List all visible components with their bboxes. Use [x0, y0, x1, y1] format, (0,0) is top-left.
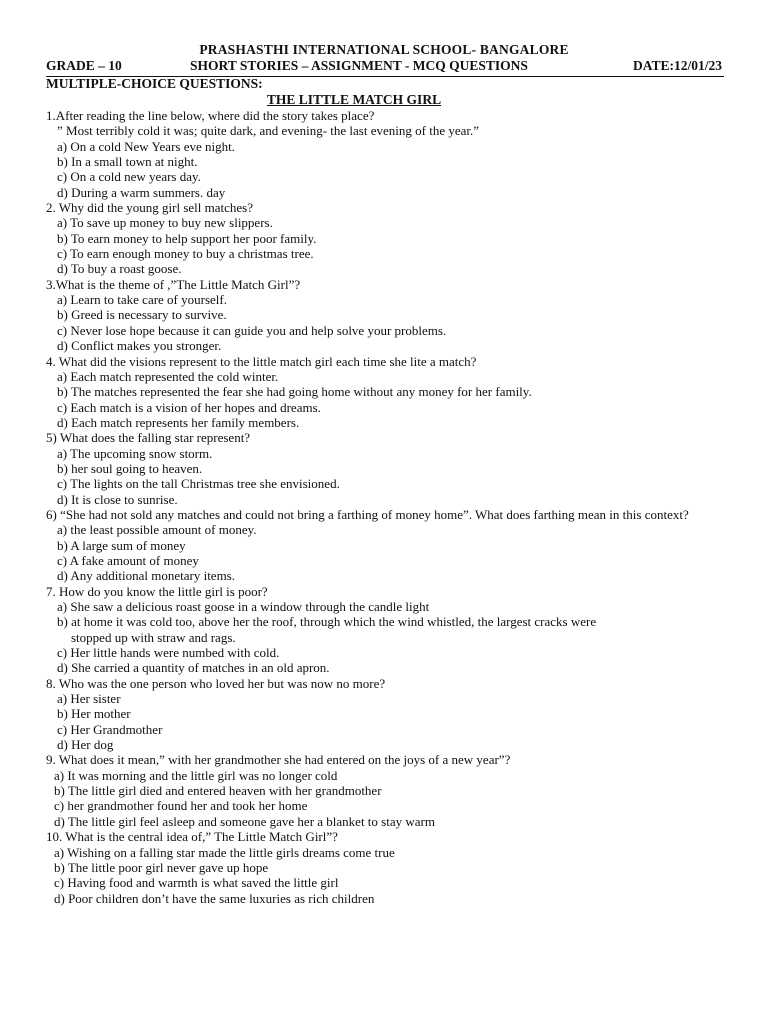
- question-text: 9. What does it mean,” with her grandmother she had entered on the joys of a new year”?: [46, 752, 511, 768]
- option-b: b) To earn money to help support her poor family.: [57, 230, 317, 246]
- question-10: [46, 829, 726, 906]
- question-text: 2. Why did the young girl sell matches?: [46, 200, 253, 216]
- option-a: a) Wishing on a falling star made the little girls dreams come true: [54, 844, 395, 860]
- option-d: d) Her dog: [57, 737, 114, 753]
- option-b: b) Greed is necessary to survive.: [57, 307, 227, 323]
- school-name: PRASHASTHI INTERNATIONAL SCHOOL- BANGALORE: [199, 42, 569, 57]
- option-c: c) her grandmother found her and took her home: [54, 798, 308, 814]
- option-d: d) Each match represents her family members.: [57, 414, 300, 430]
- option-a: a) To save up money to buy new slippers.: [57, 215, 273, 231]
- question-text: 10. What is the central idea of,” The Little Match Girl”?: [46, 829, 338, 845]
- option-d: d) It is close to sunrise.: [57, 491, 178, 507]
- option-b: b) The little poor girl never gave up hope: [54, 859, 269, 875]
- option-b: b) Her mother: [57, 706, 131, 722]
- question-quote: ” Most terribly cold it was; quite dark, and evening- the last evening of the year.”: [57, 123, 480, 139]
- option-d: d) During a warm summers. day: [57, 184, 226, 200]
- assignment-title: SHORT STORIES – ASSIGNMENT - MCQ QUESTIONS: [190, 58, 528, 73]
- option-a: a) On a cold New Years eve night.: [57, 138, 235, 154]
- question-text: 7. How do you know the little girl is poor?: [46, 583, 268, 599]
- option-b: b) her soul going to heaven.: [57, 460, 203, 476]
- question-9: [46, 752, 726, 829]
- option-a: a) The upcoming snow storm.: [57, 445, 213, 461]
- question-5: [46, 430, 726, 507]
- question-text: 4. What did the visions represent to the little match girl each time she lite a match?: [46, 353, 477, 369]
- option-b-continued: stopped up with straw and rags.: [71, 629, 236, 645]
- date-label: DATE:12/01/23: [632, 58, 722, 73]
- question-text: 1.After reading the line below, where did the story takes place?: [46, 108, 375, 123]
- option-d: d) Any additional monetary items.: [57, 568, 235, 584]
- option-d: d) The little girl feel asleep and someone gave her a blanket to stay warm: [54, 813, 435, 829]
- option-d: d) She carried a quantity of matches in an old apron.: [57, 660, 330, 676]
- option-b: b) A large sum of money: [57, 537, 186, 553]
- story-title: THE LITTLE MATCH GIRL: [266, 92, 442, 107]
- question-8: [46, 676, 726, 753]
- option-c: c) To earn enough money to buy a christmas tree.: [57, 246, 314, 262]
- question-text: 3.What is the theme of ,”The Little Match Girl”?: [46, 276, 301, 292]
- option-c: c) Having food and warmth is what saved the little girl: [54, 875, 339, 891]
- option-b: b) at home it was cold too, above her the roof, through which the wind whistled, the largest cracks were: [57, 614, 597, 630]
- header-row: [46, 58, 724, 77]
- option-a: a) Learn to take care of yourself.: [57, 292, 227, 308]
- option-c: c) Never lose hope because it can guide you and help solve your problems.: [57, 322, 447, 338]
- option-c: c) Each match is a vision of her hopes and dreams.: [57, 399, 321, 415]
- grade-label: GRADE – 10: [46, 58, 122, 73]
- option-a: a) It was morning and the little girl was no longer cold: [54, 767, 338, 783]
- option-d: d) To buy a roast goose.: [57, 261, 182, 277]
- option-c: c) Her little hands were numbed with cold.: [57, 645, 280, 661]
- question-1: [46, 108, 726, 200]
- option-d: d) Poor children don’t have the same luxuries as rich children: [54, 890, 375, 906]
- question-6: [46, 507, 726, 584]
- option-a: a) She saw a delicious roast goose in a window through the candle light: [57, 599, 430, 614]
- question-text: 6) “She had not sold any matches and could not bring a farthing of money home”. What does farthing mean in this context?: [46, 506, 689, 522]
- option-c: c) The lights on the tall Christmas tree she envisioned.: [57, 476, 340, 492]
- question-text: 8. Who was the one person who loved her but was now no more?: [46, 675, 386, 691]
- option-d: d) Conflict makes you stronger.: [57, 338, 222, 354]
- option-b: b) The little girl died and entered heaven with her grandmother: [54, 783, 382, 799]
- option-c: c) Her Grandmother: [57, 721, 163, 737]
- option-a: a) the least possible amount of money.: [57, 522, 257, 538]
- option-a: a) Each match represented the cold winter.: [57, 368, 279, 384]
- option-b: b) The matches represented the fear she had going home without any money for her family.: [57, 384, 532, 400]
- option-c: c) A fake amount of money: [57, 552, 199, 568]
- option-c: c) On a cold new years day.: [57, 169, 201, 185]
- question-text: 5) What does the falling star represent?: [46, 430, 251, 446]
- section-heading: MULTIPLE-CHOICE QUESTIONS:: [46, 76, 263, 91]
- question-4: [46, 354, 726, 431]
- question-7: [46, 584, 726, 676]
- question-list: [46, 108, 726, 906]
- question-2: [46, 200, 726, 277]
- option-a: a) Her sister: [57, 691, 121, 707]
- question-3: [46, 277, 726, 354]
- option-b: b) In a small town at night.: [57, 154, 198, 170]
